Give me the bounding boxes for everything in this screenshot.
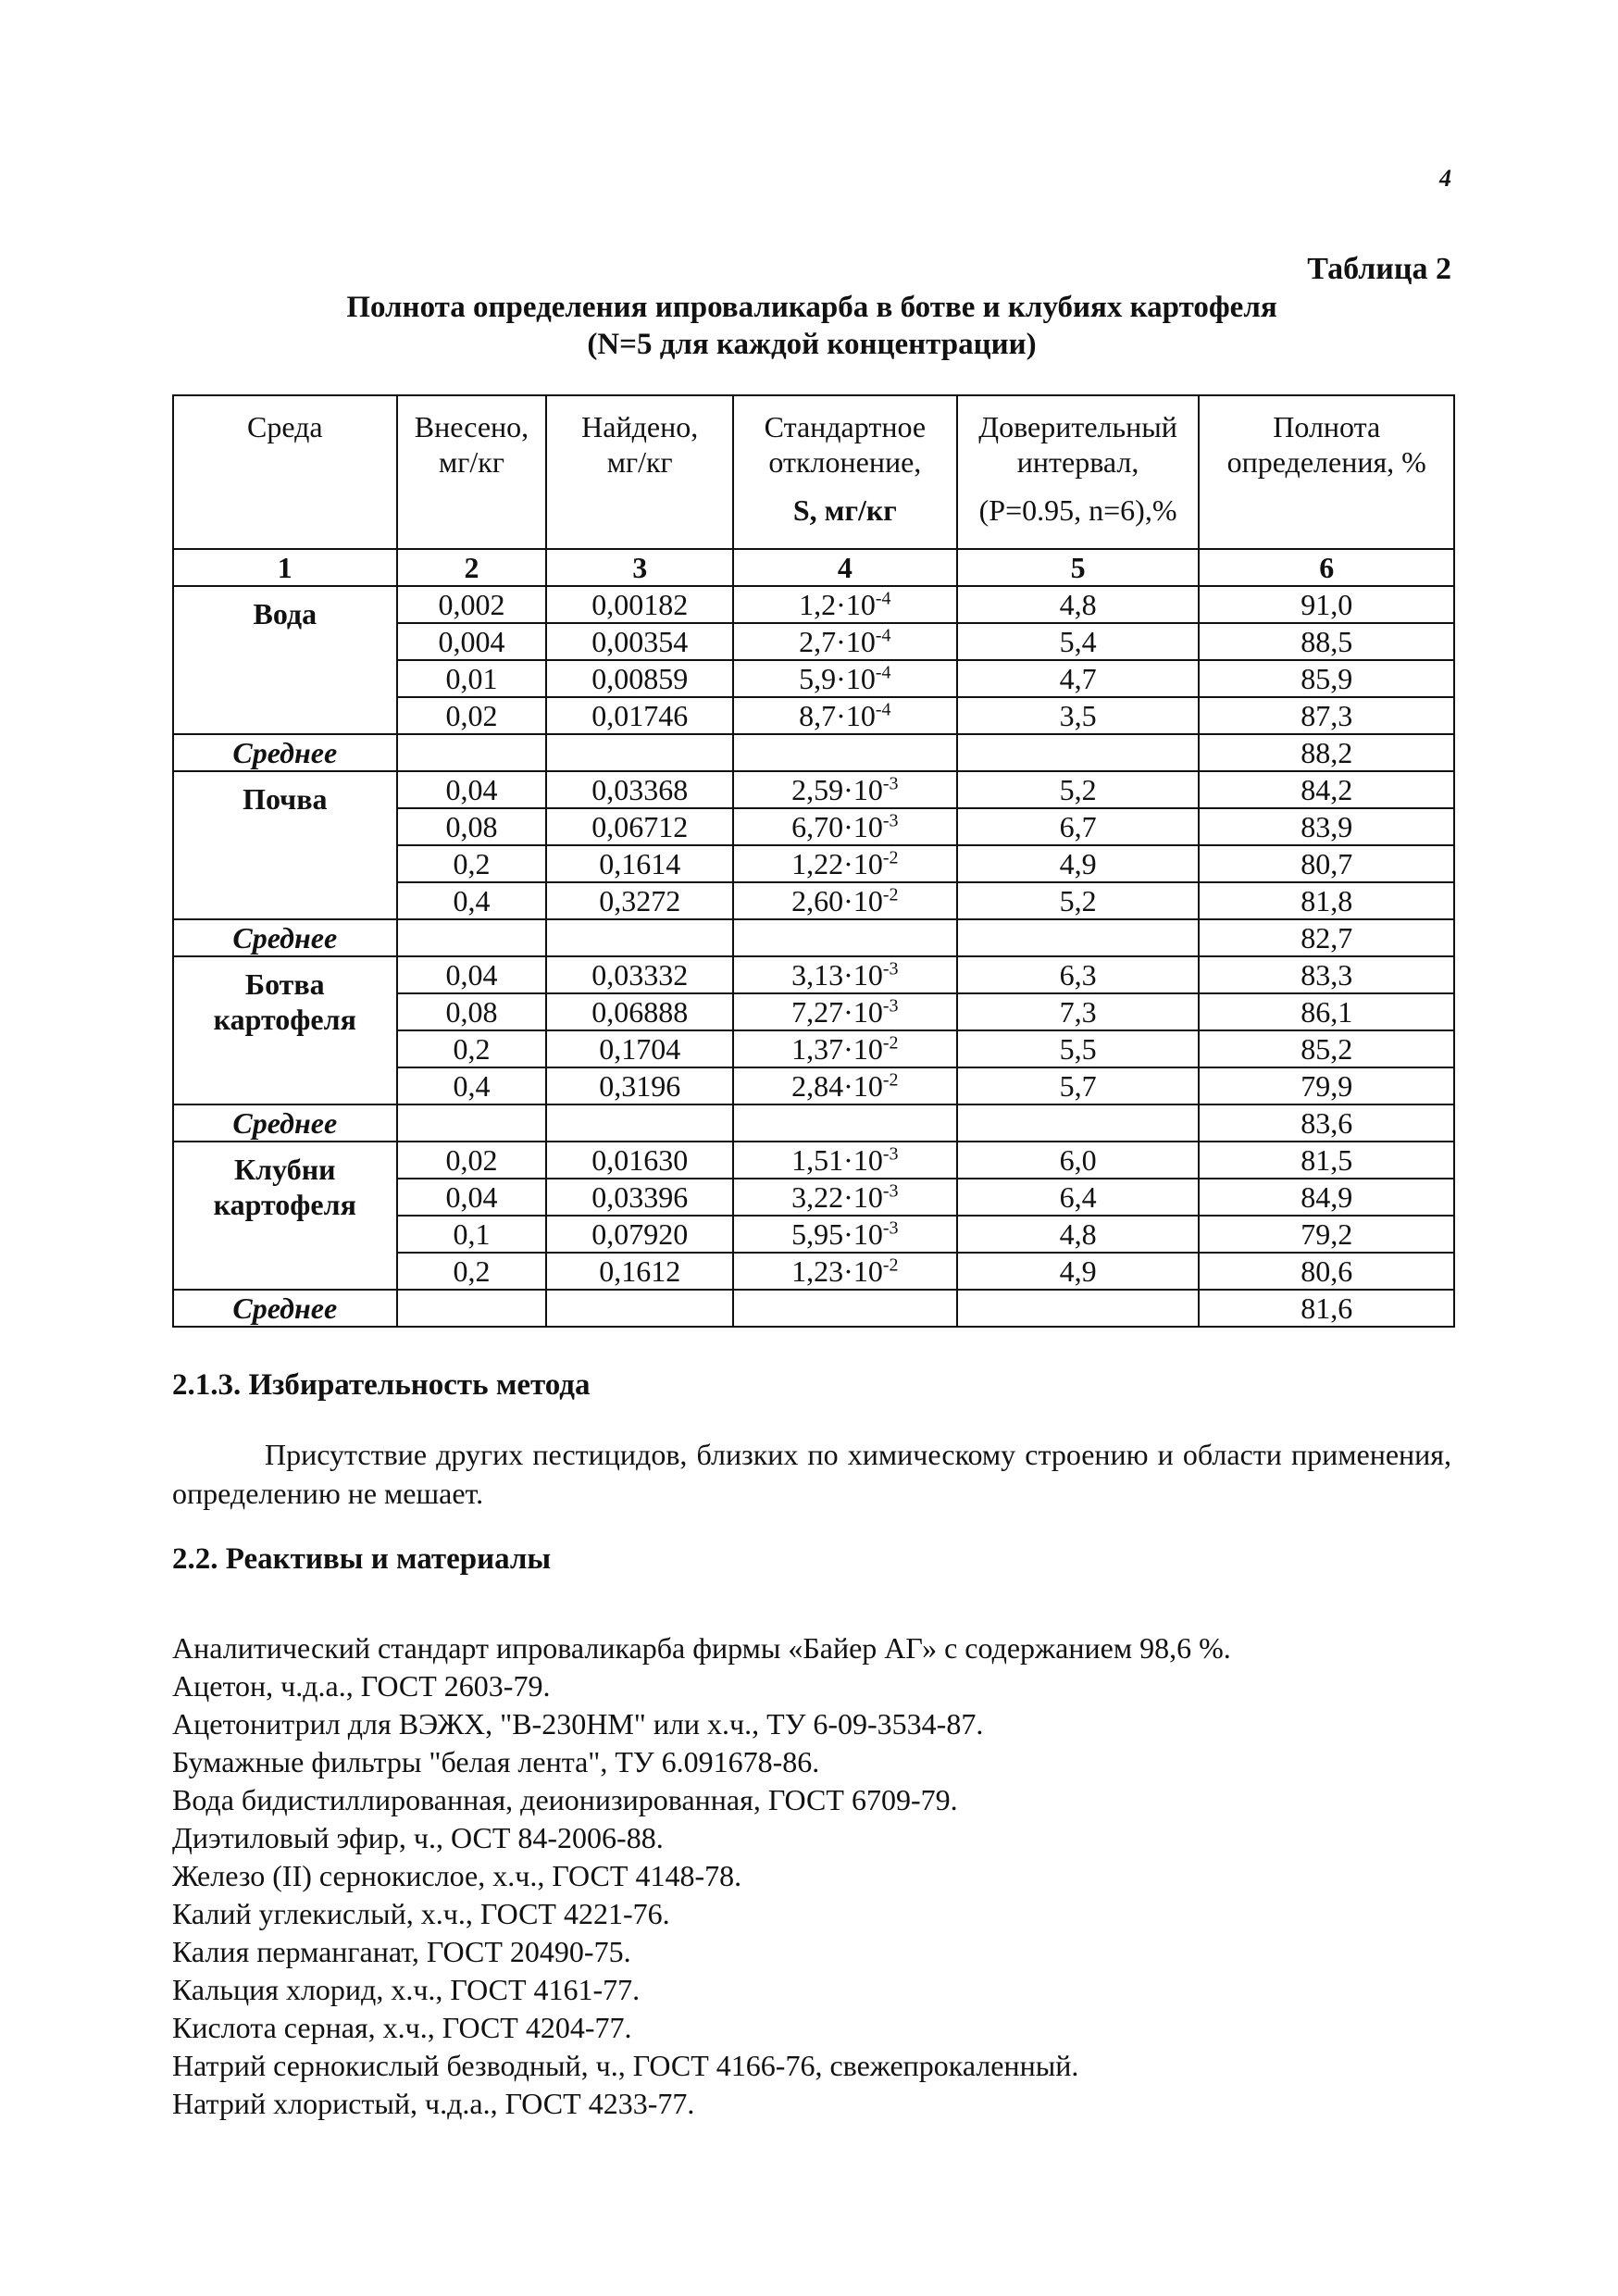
average-label: Среднее [173, 1290, 397, 1327]
found-cell: 0,03396 [546, 1179, 733, 1216]
empty-cell [397, 734, 547, 771]
ci-cell: 4,9 [957, 845, 1200, 882]
sd-mantissa: 3,22·10 [791, 1180, 883, 1214]
sd-mantissa: 1,23·10 [791, 1254, 883, 1288]
average-row [173, 1290, 1454, 1327]
sd-cell [733, 956, 957, 993]
sd-exponent: -2 [882, 1254, 899, 1276]
reagent-item: Ацетон, ч.д.а., ГОСТ 2603-79. [172, 1669, 551, 1703]
reagent-item: Натрий сернокислый безводный, ч., ГОСТ 4166-76, свежепрокаленный. [172, 2049, 1079, 2082]
sd-mantissa: 2,7·10 [799, 625, 876, 658]
ci-cell: 4,8 [957, 1216, 1200, 1253]
sd-cell [733, 845, 957, 882]
rec-cell: 80,7 [1199, 845, 1454, 882]
sd-exponent: -2 [882, 1032, 899, 1054]
sd-cell [733, 1067, 957, 1104]
sd-mantissa: 7,27·10 [791, 995, 883, 1029]
rec-cell: 88,5 [1199, 623, 1454, 660]
medium-cell [173, 1142, 397, 1290]
found-cell: 0,01630 [546, 1142, 733, 1179]
column-number: 4 [733, 549, 957, 586]
ci-cell: 6,4 [957, 1179, 1200, 1216]
medium-name: Клубни [233, 1153, 336, 1186]
section-heading-reagents: 2.2. Реактивы и материалы [172, 1542, 552, 1576]
header-found: Найдено, мг/кг [546, 395, 733, 549]
table-row [173, 586, 1454, 623]
sd-mantissa: 6,70·10 [791, 810, 883, 843]
rec-cell: 81,5 [1199, 1142, 1454, 1179]
found-cell: 0,00182 [546, 586, 733, 623]
table-title-line-1: Полнота определения ипроваликарба в ботве и клубиях картофеля [346, 291, 1277, 324]
added-cell: 0,4 [397, 882, 547, 919]
sd-cell [733, 623, 957, 660]
medium-cell [173, 586, 397, 734]
table-title [172, 289, 1451, 363]
sd-cell [733, 697, 957, 734]
rec-cell: 81,8 [1199, 882, 1454, 919]
found-cell: 0,03368 [546, 771, 733, 808]
average-row [173, 919, 1454, 956]
reagent-item: Бумажные фильтры "белая лента", ТУ 6.091678-86. [172, 1745, 820, 1778]
reagent-item: Калия перманганат, ГОСТ 20490-75. [172, 1935, 631, 1968]
empty-cell [733, 734, 957, 771]
reagents-list [172, 1629, 1451, 2123]
section-heading-selectivity: 2.1.3. Избирательность метода [172, 1368, 591, 1402]
sd-cell [733, 586, 957, 623]
ci-cell: 6,3 [957, 956, 1200, 993]
found-cell: 0,00354 [546, 623, 733, 660]
added-cell: 0,2 [397, 845, 547, 882]
found-cell: 0,00859 [546, 660, 733, 697]
column-number: 5 [957, 549, 1200, 586]
rec-cell: 79,9 [1199, 1067, 1454, 1104]
added-cell: 0,04 [397, 771, 547, 808]
sd-exponent: -3 [882, 995, 899, 1017]
table-row [173, 771, 1454, 808]
added-cell: 0,004 [397, 623, 547, 660]
rec-cell: 84,9 [1199, 1179, 1454, 1216]
found-cell: 0,1614 [546, 845, 733, 882]
empty-cell [546, 734, 733, 771]
found-cell: 0,1704 [546, 1030, 733, 1067]
sd-exponent: -3 [882, 958, 899, 980]
average-label: Среднее [173, 919, 397, 956]
sd-mantissa: 1,37·10 [791, 1032, 883, 1066]
header-ci: Доверительный интервал, (P=0.95, n=6),% [957, 395, 1200, 549]
column-number: 1 [173, 549, 397, 586]
sd-cell [733, 808, 957, 845]
average-row [173, 1104, 1454, 1142]
empty-cell [397, 1104, 547, 1142]
medium-name: Вода [253, 597, 317, 630]
header-recovery: Полнота определения, % [1199, 395, 1454, 549]
found-cell: 0,3196 [546, 1067, 733, 1104]
rec-cell: 87,3 [1199, 697, 1454, 734]
sd-cell [733, 660, 957, 697]
ci-cell: 5,7 [957, 1067, 1200, 1104]
sd-mantissa: 2,60·10 [791, 884, 883, 917]
sd-cell [733, 1253, 957, 1290]
medium-name: Ботва [244, 967, 325, 1001]
ci-cell: 4,8 [957, 586, 1200, 623]
found-cell: 0,1612 [546, 1253, 733, 1290]
medium-name: Почва [243, 782, 328, 816]
rec-cell: 85,2 [1199, 1030, 1454, 1067]
empty-cell [397, 1290, 547, 1327]
found-cell: 0,07920 [546, 1216, 733, 1253]
reagent-item: Диэтиловый эфир, ч., ОСТ 84-2006-88. [172, 1821, 664, 1854]
sd-mantissa: 1,2·10 [799, 588, 876, 621]
rec-cell: 79,2 [1199, 1216, 1454, 1253]
sd-cell [733, 882, 957, 919]
rec-cell: 80,6 [1199, 1253, 1454, 1290]
reagent-item: Калий углекислый, х.ч., ГОСТ 4221-76. [172, 1897, 670, 1930]
header-medium: Среда [173, 395, 397, 549]
sd-exponent: -4 [875, 662, 891, 683]
medium-name-line-2: картофеля [213, 1003, 356, 1036]
empty-cell [546, 1104, 733, 1142]
empty-cell [957, 734, 1200, 771]
sd-exponent: -3 [882, 1180, 899, 1202]
found-cell: 0,03332 [546, 956, 733, 993]
column-number: 3 [546, 549, 733, 586]
sd-mantissa: 5,9·10 [799, 662, 876, 695]
column-number: 6 [1199, 549, 1454, 586]
sd-mantissa: 1,51·10 [791, 1143, 883, 1177]
selectivity-paragraph: Присутствие других пестицидов, близких по химическому строению и области применения, определению не мешает. [172, 1438, 1451, 1510]
reagent-item: Натрий хлористый, ч.д.а., ГОСТ 4233-77. [172, 2087, 695, 2120]
column-number-row [173, 549, 1454, 586]
sd-exponent: -4 [875, 588, 891, 609]
sd-mantissa: 2,84·10 [791, 1069, 883, 1103]
empty-cell [733, 1104, 957, 1142]
reagent-item: Кальция хлорид, х.ч., ГОСТ 4161-77. [172, 1973, 641, 2006]
ci-cell: 4,9 [957, 1253, 1200, 1290]
added-cell: 0,002 [397, 586, 547, 623]
average-value: 82,7 [1199, 919, 1454, 956]
empty-cell [957, 1290, 1200, 1327]
reagent-item: Ацетонитрил для ВЭЖХ, "В-230НМ" или х.ч., ТУ 6-09-3534-87. [172, 1707, 984, 1741]
average-row [173, 734, 1454, 771]
found-cell: 0,3272 [546, 882, 733, 919]
medium-name-line-2: картофеля [213, 1188, 356, 1221]
sd-mantissa: 5,95·10 [791, 1217, 883, 1251]
ci-cell: 7,3 [957, 993, 1200, 1030]
sd-cell [733, 1030, 957, 1067]
sd-cell [733, 771, 957, 808]
empty-cell [957, 1104, 1200, 1142]
ci-cell: 4,7 [957, 660, 1200, 697]
sd-exponent: -2 [882, 884, 899, 905]
added-cell: 0,04 [397, 1179, 547, 1216]
sd-cell [733, 993, 957, 1030]
reagent-item: Железо (II) сернокислое, х.ч., ГОСТ 4148-78. [172, 1859, 742, 1892]
sd-exponent: -3 [882, 773, 899, 794]
table-title-line-2: (N=5 для каждой концентрации) [587, 328, 1037, 361]
sd-mantissa: 8,7·10 [799, 699, 876, 732]
added-cell: 0,02 [397, 1142, 547, 1179]
empty-cell [546, 1290, 733, 1327]
sd-exponent: -4 [875, 625, 891, 646]
empty-cell [397, 919, 547, 956]
average-label: Среднее [173, 1104, 397, 1142]
sd-cell [733, 1142, 957, 1179]
added-cell: 0,08 [397, 808, 547, 845]
empty-cell [957, 919, 1200, 956]
rec-cell: 83,9 [1199, 808, 1454, 845]
empty-cell [733, 1290, 957, 1327]
found-cell: 0,01746 [546, 697, 733, 734]
sd-exponent: -3 [882, 1143, 899, 1165]
added-cell: 0,08 [397, 993, 547, 1030]
rec-cell: 83,3 [1199, 956, 1454, 993]
sd-exponent: -3 [882, 1217, 899, 1239]
average-value: 83,6 [1199, 1104, 1454, 1142]
reagent-item: Аналитический стандарт ипроваликарба фирмы «Байер АГ» с содержанием 98,6 %. [172, 1631, 1231, 1665]
sd-mantissa: 1,22·10 [791, 847, 883, 880]
header-added: Внесено, мг/кг [397, 395, 547, 549]
added-cell: 0,02 [397, 697, 547, 734]
sd-mantissa: 2,59·10 [791, 773, 883, 806]
medium-cell [173, 956, 397, 1104]
average-value: 81,6 [1199, 1290, 1454, 1327]
sd-exponent: -4 [875, 699, 891, 720]
sd-mantissa: 3,13·10 [791, 958, 883, 992]
sd-exponent: -2 [882, 1069, 899, 1091]
header-sd: Стандартное отклонение, S, мг/кг [733, 395, 957, 549]
added-cell: 0,1 [397, 1216, 547, 1253]
empty-cell [546, 919, 733, 956]
sd-exponent: -3 [882, 810, 899, 831]
table-row [173, 1142, 1454, 1179]
page-number: 4 [1439, 165, 1451, 192]
average-label: Среднее [173, 734, 397, 771]
sd-exponent: -2 [882, 847, 899, 868]
reagent-item: Кислота серная, х.ч., ГОСТ 4204-77. [172, 2011, 632, 2044]
found-cell: 0,06712 [546, 808, 733, 845]
ci-cell: 5,2 [957, 771, 1200, 808]
ci-cell: 5,2 [957, 882, 1200, 919]
rec-cell: 85,9 [1199, 660, 1454, 697]
table-label: Таблица 2 [1307, 252, 1451, 286]
recovery-table [172, 394, 1455, 1328]
table-header-row [173, 395, 1454, 549]
rec-cell: 91,0 [1199, 586, 1454, 623]
table-row [173, 956, 1454, 993]
ci-cell: 6,7 [957, 808, 1200, 845]
ci-cell: 6,0 [957, 1142, 1200, 1179]
sd-cell [733, 1216, 957, 1253]
rec-cell: 84,2 [1199, 771, 1454, 808]
added-cell: 0,4 [397, 1067, 547, 1104]
added-cell: 0,04 [397, 956, 547, 993]
ci-cell: 5,5 [957, 1030, 1200, 1067]
sd-cell [733, 1179, 957, 1216]
ci-cell: 5,4 [957, 623, 1200, 660]
ci-cell: 3,5 [957, 697, 1200, 734]
added-cell: 0,2 [397, 1253, 547, 1290]
added-cell: 0,01 [397, 660, 547, 697]
empty-cell [733, 919, 957, 956]
medium-cell [173, 771, 397, 919]
reagent-item: Вода бидистиллированная, деионизированная, ГОСТ 6709-79. [172, 1783, 958, 1816]
column-number: 2 [397, 549, 547, 586]
found-cell: 0,06888 [546, 993, 733, 1030]
added-cell: 0,2 [397, 1030, 547, 1067]
rec-cell: 86,1 [1199, 993, 1454, 1030]
average-value: 88,2 [1199, 734, 1454, 771]
